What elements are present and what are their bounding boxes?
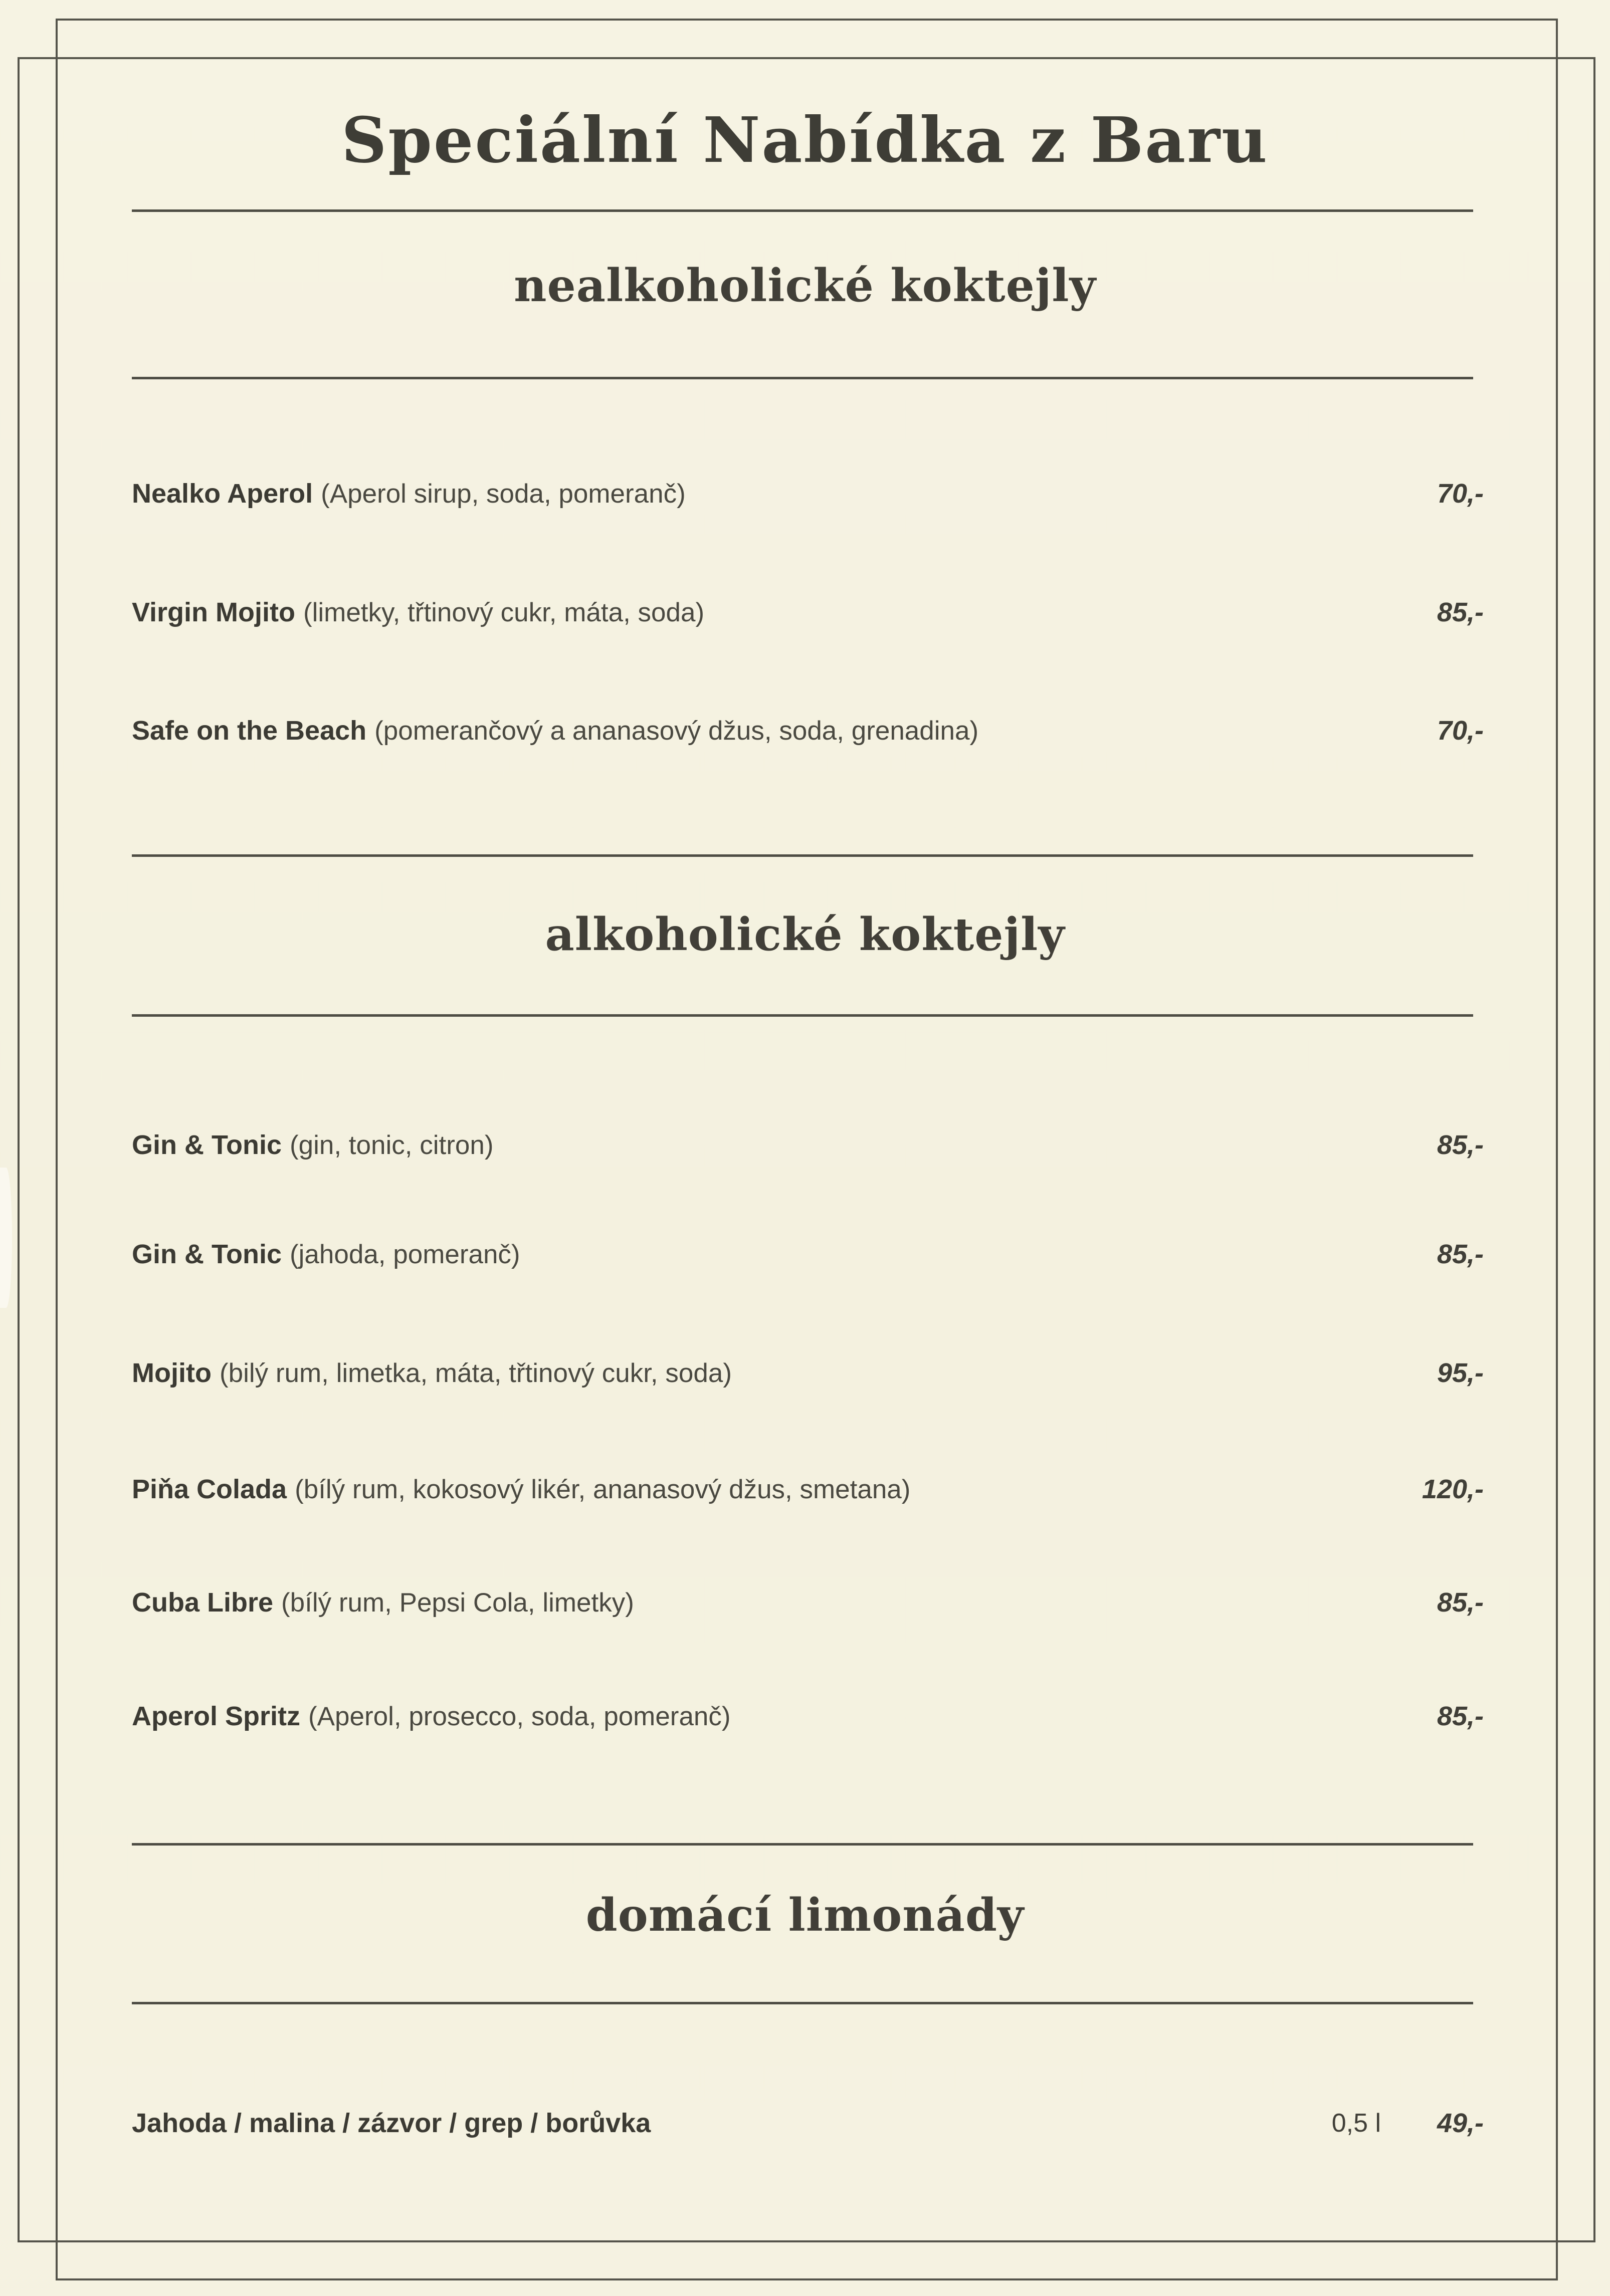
item-description: (jahoda, pomeranč) — [289, 1239, 520, 1269]
item-price: 95,- — [1437, 1358, 1484, 1388]
divider-above-heading-3 — [132, 1843, 1473, 1846]
item-price: 85,- — [1437, 1587, 1484, 1618]
scan-edge-artifact — [0, 1168, 12, 1308]
item-description: (pomerančový a ananasový džus, soda, grenadina) — [374, 716, 979, 746]
item-name: Mojito — [132, 1358, 212, 1388]
item-name: Gin & Tonic — [132, 1130, 282, 1160]
item-name: Safe on the Beach — [132, 716, 367, 746]
menu-item-row — [132, 1584, 1484, 1621]
menu-item-row — [132, 1127, 1484, 1163]
item-name: Nealko Aperol — [132, 479, 313, 509]
menu-item-row — [132, 1471, 1484, 1507]
item-description: (Aperol, prosecco, soda, pomeranč) — [308, 1701, 731, 1731]
menu-item-row — [132, 1236, 1484, 1272]
menu-item-row — [132, 2105, 1484, 2141]
item-description: (gin, tonic, citron) — [289, 1130, 494, 1160]
divider-under-title — [132, 209, 1473, 212]
menu-item-row — [132, 1355, 1484, 1391]
item-name: Aperol Spritz — [132, 1701, 301, 1731]
item-price: 85,- — [1437, 1130, 1484, 1160]
divider-above-heading-2 — [132, 854, 1473, 857]
item-description: (limetky, třtinový cukr, máta, soda) — [303, 597, 705, 627]
item-description: (bilý rum, limetka, máta, třtinový cukr, soda) — [219, 1358, 732, 1388]
item-price: 85,- — [1437, 1701, 1484, 1731]
divider-under-heading-3 — [132, 2002, 1473, 2004]
divider-under-heading-2 — [132, 1014, 1473, 1017]
section-heading-lemonades: domácí limonády — [585, 1889, 1025, 1942]
item-price: 120,- — [1422, 1474, 1484, 1504]
item-name: Gin & Tonic — [132, 1239, 282, 1269]
item-name: Virgin Mojito — [132, 597, 295, 627]
menu-item-row — [132, 594, 1484, 630]
item-volume: 0,5 l — [1331, 2109, 1381, 2138]
section-heading-alcoholic: alkoholické koktejly — [545, 908, 1065, 961]
item-price: 85,- — [1437, 1239, 1484, 1269]
page-title: Speciální Nabídka z Baru — [341, 104, 1269, 177]
item-description: (Aperol sirup, soda, pomeranč) — [321, 479, 686, 509]
item-description: (bílý rum, kokosový likér, ananasový džus, smetana) — [295, 1474, 911, 1504]
item-price: 49,- — [1437, 2108, 1484, 2138]
item-price: 70,- — [1437, 716, 1484, 746]
item-description: (bílý rum, Pepsi Cola, limetky) — [281, 1587, 634, 1618]
item-name: Piňa Colada — [132, 1474, 287, 1504]
item-price: 70,- — [1437, 479, 1484, 509]
menu-item-row — [132, 476, 1484, 512]
divider-under-heading-1 — [132, 377, 1473, 379]
item-name: Jahoda / malina / zázvor / grep / borůvka — [132, 2108, 651, 2138]
menu-item-row — [132, 713, 1484, 749]
menu-item-row — [132, 1698, 1484, 1734]
section-heading-nonalcoholic: nealkoholické koktejly — [514, 259, 1096, 312]
item-name: Cuba Libre — [132, 1587, 274, 1618]
item-price: 85,- — [1437, 597, 1484, 627]
